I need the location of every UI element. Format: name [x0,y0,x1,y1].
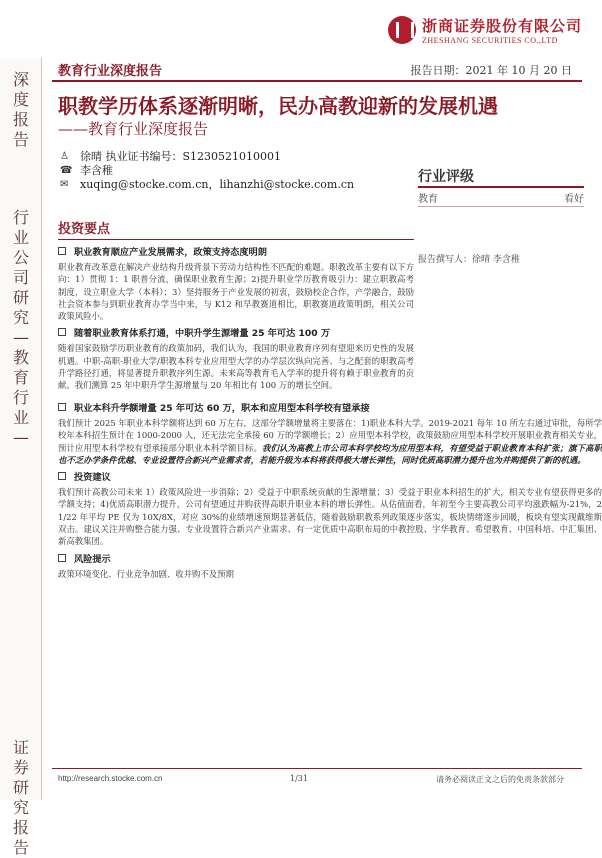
rating-separator [418,206,584,207]
section-title: 随着职业教育体系打通，中职升学生源增量 25 年可达 100 万 [58,325,414,339]
rating-title: 行业评级 [418,169,474,185]
section-title: 职业教育顺应产业发展需求，政策支持态度明朗 [58,244,414,258]
logo-mark-icon [388,16,416,44]
side-label-deep-report: 深度报告 [12,70,29,149]
footer-divider [52,768,582,769]
report-type: 教育行业深度报告 [58,64,163,79]
report-title: 职教学历体系逐渐明晰，民办高教迎新的发展机遇 [58,94,498,118]
logo-name-cn: 浙商证券股份有限公司 [421,17,582,35]
email-icon: ✉ [60,179,69,190]
analyst-line-1: 徐晴 执业证书编号：S1230521010001 [80,150,282,163]
side-label-industry-research: 行业公司研究—教育行业— [12,208,29,447]
section-paragraph: 我们预计 2025 年职业本科学额将达到 60 万左右，这部分学额增量将主要落在：1)职业本科大学。2019-2021 每年 10 所左右通过审批，每所学校年本科招生预计在 1000-2000 人，还无法完全承接 60 万的学额增长；2）应用型本科学校，政策鼓励应用型本科学校开展职业教育相关专业，预计应用型本科学校有望承接部分职业本科学额目标。我们认为高教上市公司本科学校均为应用型本科，有望受益于职业教育本科扩张；旗下高职也不乏办学条件优越、专业设置符合新兴产业需求者，若能升级为本科将获得极大增长弹性，同时优质高职潜力提升也为并购提供了新的机遇。 [58,418,602,465]
section-paragraph: 政策环境变化、行业竞争加剧、收并购不及预期 [58,568,234,579]
square-bullet-icon [58,403,66,411]
highlights-heading: 投资要点 [58,218,414,240]
rating-value: 看好 [564,194,584,205]
report-subtitle: ——教育行业深度报告 [58,120,209,138]
bold-conclusion: 我们认为高教上市公司本科学校均为应用型本科，有望受益于职业教育本科扩张；旗下高职也不乏办学条件优越、专业设置符合新兴产业需求者，若能升级为本科将获得极大增长弹性，同时优质高职潜力提升也为并购提供了新的机遇。 [58,442,602,465]
square-bullet-icon [58,247,66,255]
rating-industry: 教育 [418,194,438,205]
section-paragraph: 职业教育改革意在解决产业结构升级背景下劳动力结构性不匹配的难题。职教改革主要有以下方向：1）贯彻 1：1 职普分流，确保职业教育生源；2)提升职业学历教育吸引力：建立职教高考制度，设立职业大学（本科）；3）坚持服务于产业发展的初衷，鼓励校企合作，产学融合，鼓励社会资本参与到职业教育办学当中来，与 K12 和早教赛道相比，职教赛道政策明朗，相关公司政策风险小。 [58,262,414,322]
person-icon: ♙ [60,151,69,162]
side-band [0,58,42,857]
section-title: 风险提示 [58,551,602,565]
report-authors: 报告撰写人：徐晴 李含稚 [418,255,520,265]
header-divider [52,80,582,82]
rating-row [418,190,584,205]
square-bullet-icon [58,328,66,336]
square-bullet-icon [58,554,66,562]
section-paragraph: 随着国家鼓励学历职业教育的政策加码，我们认为，我国的职业教育序列有望迎来历史性的发展机遇。中职-高职-职业大学/职教本科专业应用型大学的办学层次纵向完善、与之配套的职教高考升学路径打通，将显著提升职教序列生源。未来高等教育毛入学率的提升将有赖于职业教育的贡献。我们测算 25 年中职升学生源增量与 20 年相比有 100 万的增长空间。 [58,343,414,391]
report-date: 报告日期：2021 年 10 月 20 日 [410,64,572,77]
disclaimer-note: 请务必阅读正文之后的免责条款部分 [436,775,564,784]
section-paragraph: 我们预计高教公司未来 1）政策风险进一步消除；2）受益于中职系统贡献的生源增量；3）受益于职业本科招生的扩大，相关专业有望获得更多的学额支持；4)优质高职潜力提升，公司有望通过并购获得高职升职业本科的增长弹性。从估值面看，年初至今主要高教公司平均涨跌幅为-21%，21/22 年平均 PE 仅为 10X/8X，对应 30%的业绩增速预期显著低估，随着鼓励职教系列政策逐步落实，板块情绪逐步回暖，板块有望实现戴维斯双击。建议关注并购整合能力强、专业设置符合新兴产业需求、有一定优质中高职布局的中教控股、宇华教育、希望教育、中国科培、中汇集团、新高教集团。 [58,487,602,547]
analyst-email[interactable]: xuqing@stocke.com.cn，lihanzhi@stocke.com.cn [80,178,355,191]
phone-icon: ☎ [60,165,73,176]
logo-name-en: ZHESHANG SECURITIES CO.,LTD [421,36,558,45]
footer-url[interactable]: http://research.stocke.com.cn [58,774,163,783]
square-bullet-icon [58,472,66,480]
analyst-line-2: 李含稚 [80,164,113,177]
company-logo [388,10,582,50]
highlights-column [58,218,414,395]
analyst-info [60,150,360,192]
section-title: 职业本科升学额增量 25 年可达 60 万，职本和应用型本科学校有望承接 [58,400,602,414]
side-label-securities-report: 证券研究报告 [12,738,29,857]
rating-divider [418,186,584,188]
highlights-wide [58,398,602,583]
section-title: 投资建议 [58,469,602,483]
page-number: 1/31 [290,774,308,783]
